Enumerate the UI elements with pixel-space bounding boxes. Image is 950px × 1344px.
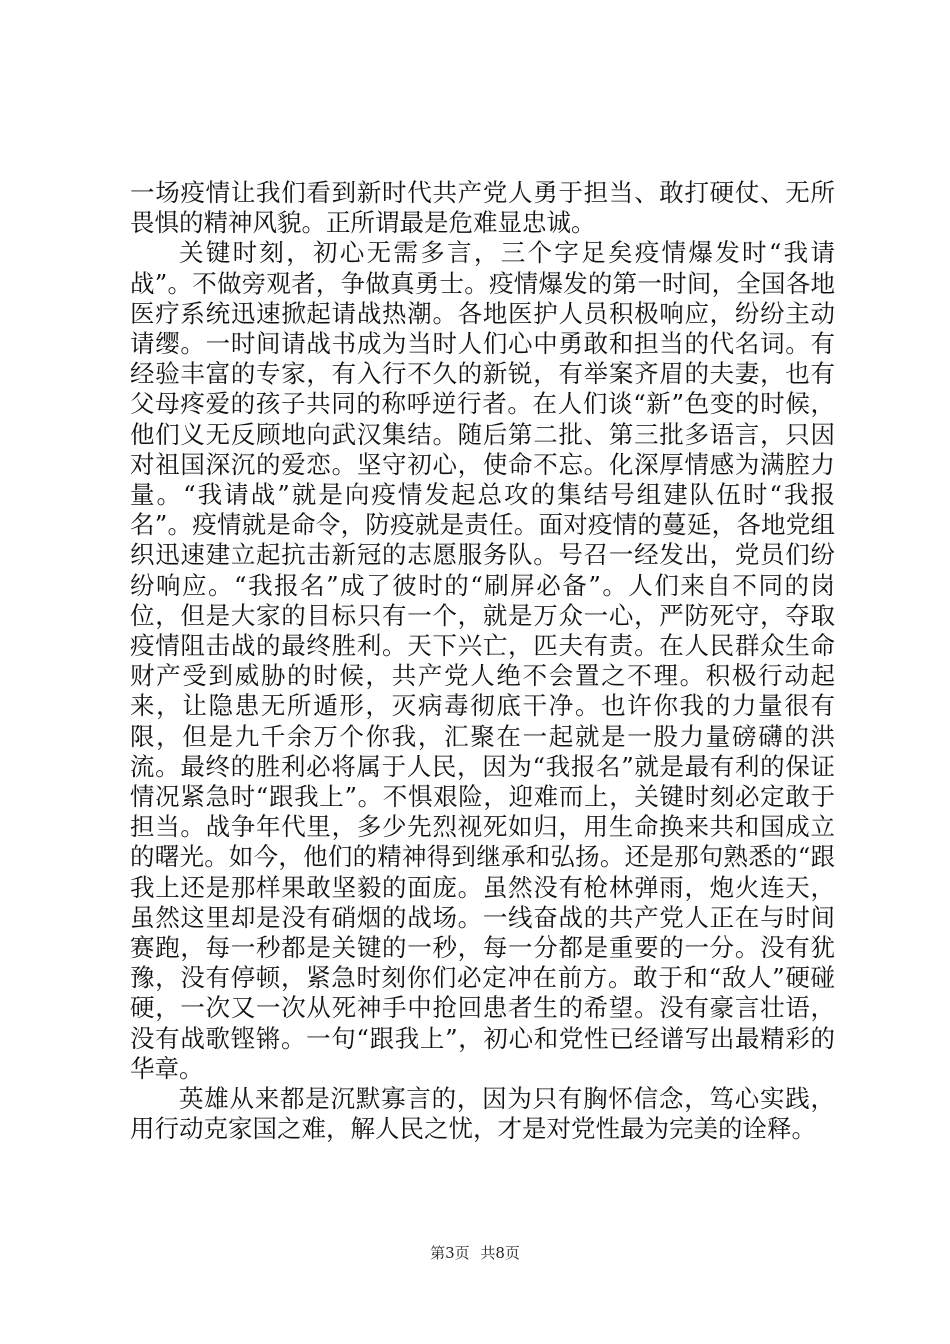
paragraph-3: 英雄从来都是沉默寡言的，因为只有胸怀信念，笃心实践，用行动克家国之难，解人民之忧，才是对党性最为完美的诠释。: [130, 1084, 835, 1144]
page-footer: [0, 1242, 950, 1263]
paragraph-1: 一场疫情让我们看到新时代共产党人勇于担当、敢打硬仗、无所畏惧的精神风貌。正所谓最是危难显忠诚。: [130, 178, 835, 238]
paragraph-2: 关键时刻，初心无需多言，三个字足矣疫情爆发时“我请战”。不做旁观者，争做真勇士。疫情爆发的第一时间，全国各地医疗系统迅速掀起请战热潮。各地医护人员积极响应，纷纷主动请缨。一时间请战书成为当时人们心中勇敢和担当的代名词。有经验丰富的专家，有入行不久的新锐，有举案齐眉的夫妻，也有父母疼爱的孩子共同的称呼逆行者。在人们谈“新”色变的时候，他们义无反顾地向武汉集结。随后第二批、第三批多语言，只因对祖国深沉的爱恋。坚守初心，使命不忘。化深厚情感为满腔力量。“我请战”就是向疫情发起总攻的集结号组建队伍时“我报名”。疫情就是命令，防疫就是责任。面对疫情的蔓延，各地党组织迅速建立起抗击新冠的志愿服务队。号召一经发出，党员们纷纷响应。“我报名”成了彼时的“刷屏必备”。人们来自不同的岗位，但是大家的目标只有一个，就是万众一心，严防死守，夺取疫情阻击战的最终胜利。天下兴亡，匹夫有责。在人民群众生命财产受到威胁的时候，共产党人绝不会置之不理。积极行动起来，让隐患无所遁形，灭病毒彻底干净。也许你我的力量很有限，但是九千余万个你我，汇聚在一起就是一股力量磅礴的洪流。最终的胜利必将属于人民，因为“我报名”就是最有利的保证情况紧急时“跟我上”。不惧艰险，迎难而上，关键时刻必定敢于担当。战争年代里，多少先烈视死如归，用生命换来共和国成立的曙光。如今，他们的精神得到继承和弘扬。还是那句熟悉的“跟我上还是那样果敢坚毅的面庞。虽然没有枪林弹雨，炮火连天，虽然这里却是没有硝烟的战场。一线奋战的共产党人正在与时间赛跑，每一秒都是关键的一秒，每一分都是重要的一分。没有犹豫，没有停顿，紧急时刻你们必定冲在前方。敢于和“敌人”硬碰硬，一次又一次从死神手中抢回患者生的希望。没有豪言壮语，没有战歌铿锵。一句“跟我上”，初心和党性已经谱写出最精彩的华章。: [130, 238, 835, 1083]
page-number: 第3页: [430, 1244, 470, 1262]
document-body: [130, 178, 835, 1145]
page-total: 共8页: [480, 1244, 520, 1262]
